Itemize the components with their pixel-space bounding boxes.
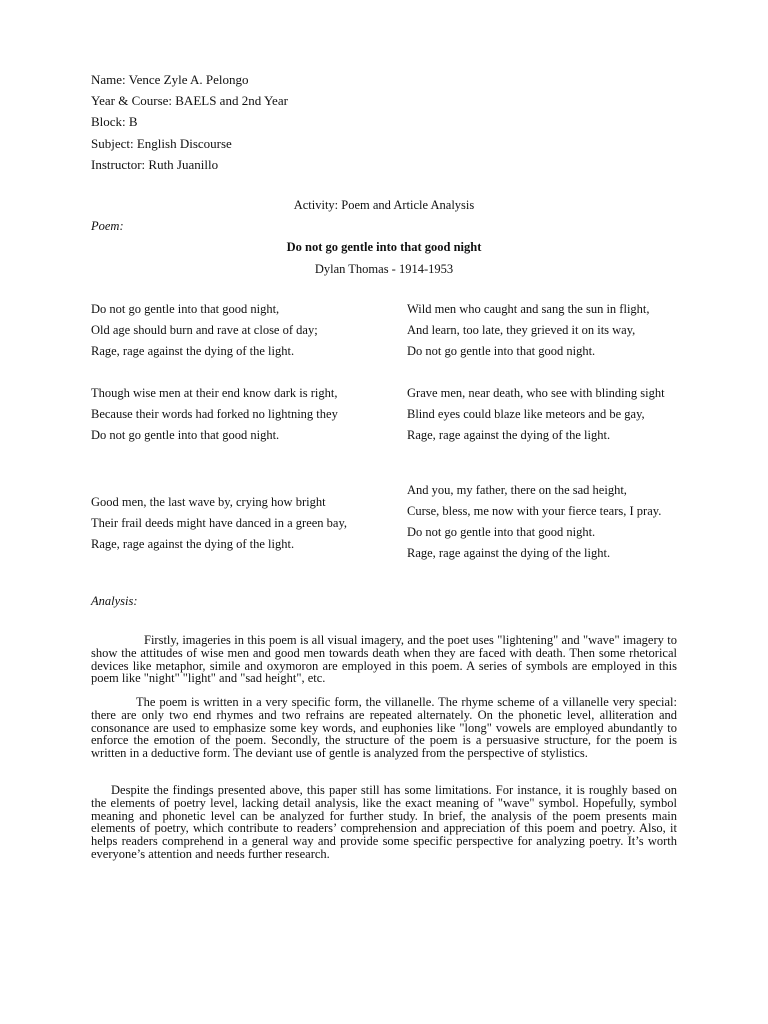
poem-line: Blind eyes could blaze like meteors and be gay, [407, 407, 645, 421]
poem-line: Though wise men at their end know dark is right, [91, 386, 338, 400]
analysis-paragraph-1: Firstly, imageries in this poem is all visual imagery, and the poet uses "lightening" and "wave" imagery to show the attitudes of wise men and good men towards death when they are faced with death. Then some rhetorical devices like metaphor, simile and oxymoron are employed in this poem. A series of symbols are employed in this poem like "night" "light" and "sad height", etc. [91, 633, 677, 686]
poem-line: Wild men who caught and sang the sun in flight, [407, 302, 650, 316]
poem-line: And learn, too late, they grieved it on its way, [407, 323, 636, 337]
poem-line: Rage, rage against the dying of the light. [407, 428, 611, 442]
poem-line: Their frail deeds might have danced in a green bay, [91, 516, 348, 530]
poem-line: Rage, rage against the dying of the light. [91, 537, 295, 551]
block: Block: B [91, 114, 138, 129]
stanza-left-1 [91, 304, 361, 367]
poem-line: Do not go gentle into that good night. [407, 525, 596, 539]
poem-line: Old age should burn and rave at close of day; [91, 323, 318, 337]
year-course: Year & Course: BAELS and 2nd Year [91, 93, 288, 108]
poem-line: Grave men, near death, who see with blinding sight [407, 386, 665, 400]
analysis-label: Analysis: [91, 594, 138, 608]
stanza-right-1 [407, 304, 677, 367]
poem-line: Curse, bless, me now with your fierce tears, I pray. [407, 504, 662, 518]
student-name: Name: Vence Zyle A. Pelongo [91, 72, 249, 87]
poem-title: Do not go gentle into that good night [286, 240, 482, 254]
analysis-paragraph-2: The poem is written in a very specific form, the villanelle. The rhyme scheme of a villanelle very special: there are only two end rhymes and two refrains are repeated alternately. On the phonetic level, alliteration and consonance are used to emphasize some key words, and euphonies like "long" vowels are employed abundantly to enforce the emotion of the poem. Secondly, the structure of the poem is a persuasive structure, for the poem is written in a deductive form. The deviant use of gentle is analyzed from the perspective of stylistics. [91, 695, 677, 761]
stanza-right-3 [407, 485, 677, 569]
poem-line: Do not go gentle into that good night. [407, 344, 596, 358]
poem-author: Dylan Thomas - 1914-1953 [314, 262, 454, 276]
activity-title: Activity: Poem and Article Analysis [293, 198, 475, 212]
poem-line: Do not go gentle into that good night, [91, 302, 280, 316]
poem-line: Do not go gentle into that good night. [91, 428, 280, 442]
stanza-right-2 [407, 388, 677, 451]
poem-line: Good men, the last wave by, crying how bright [91, 495, 326, 509]
stanza-left-3 [91, 497, 361, 560]
poem-line: Because their words had forked no lightning they [91, 407, 338, 421]
poem-line: And you, my father, there on the sad height, [407, 483, 627, 497]
instructor: Instructor: Ruth Juanillo [91, 157, 219, 172]
poem-line: Rage, rage against the dying of the light. [407, 546, 611, 560]
poem-label: Poem: [91, 219, 124, 233]
subject: Subject: English Discourse [91, 136, 232, 151]
poem-line: Rage, rage against the dying of the light. [91, 344, 295, 358]
analysis-paragraph-3: Despite the findings presented above, this paper still has some limitations. For instance, it is roughly based on the elements of poetry level, lacking detail analysis, like the exact meaning of "wave" symbol. Hopefully, symbol meaning and phonetic level can be analyzed for further study. In brief, the analysis of the poem presents main elements of poetry, which contribute to readers’ comprehension and appreciation of this poem and poetry. Also, it helps readers comprehend in a general way and provide some specific perspective for analyzing poetry. It’s worth everyone’s attention and needs further research. [91, 783, 677, 861]
stanza-left-2 [91, 388, 361, 451]
